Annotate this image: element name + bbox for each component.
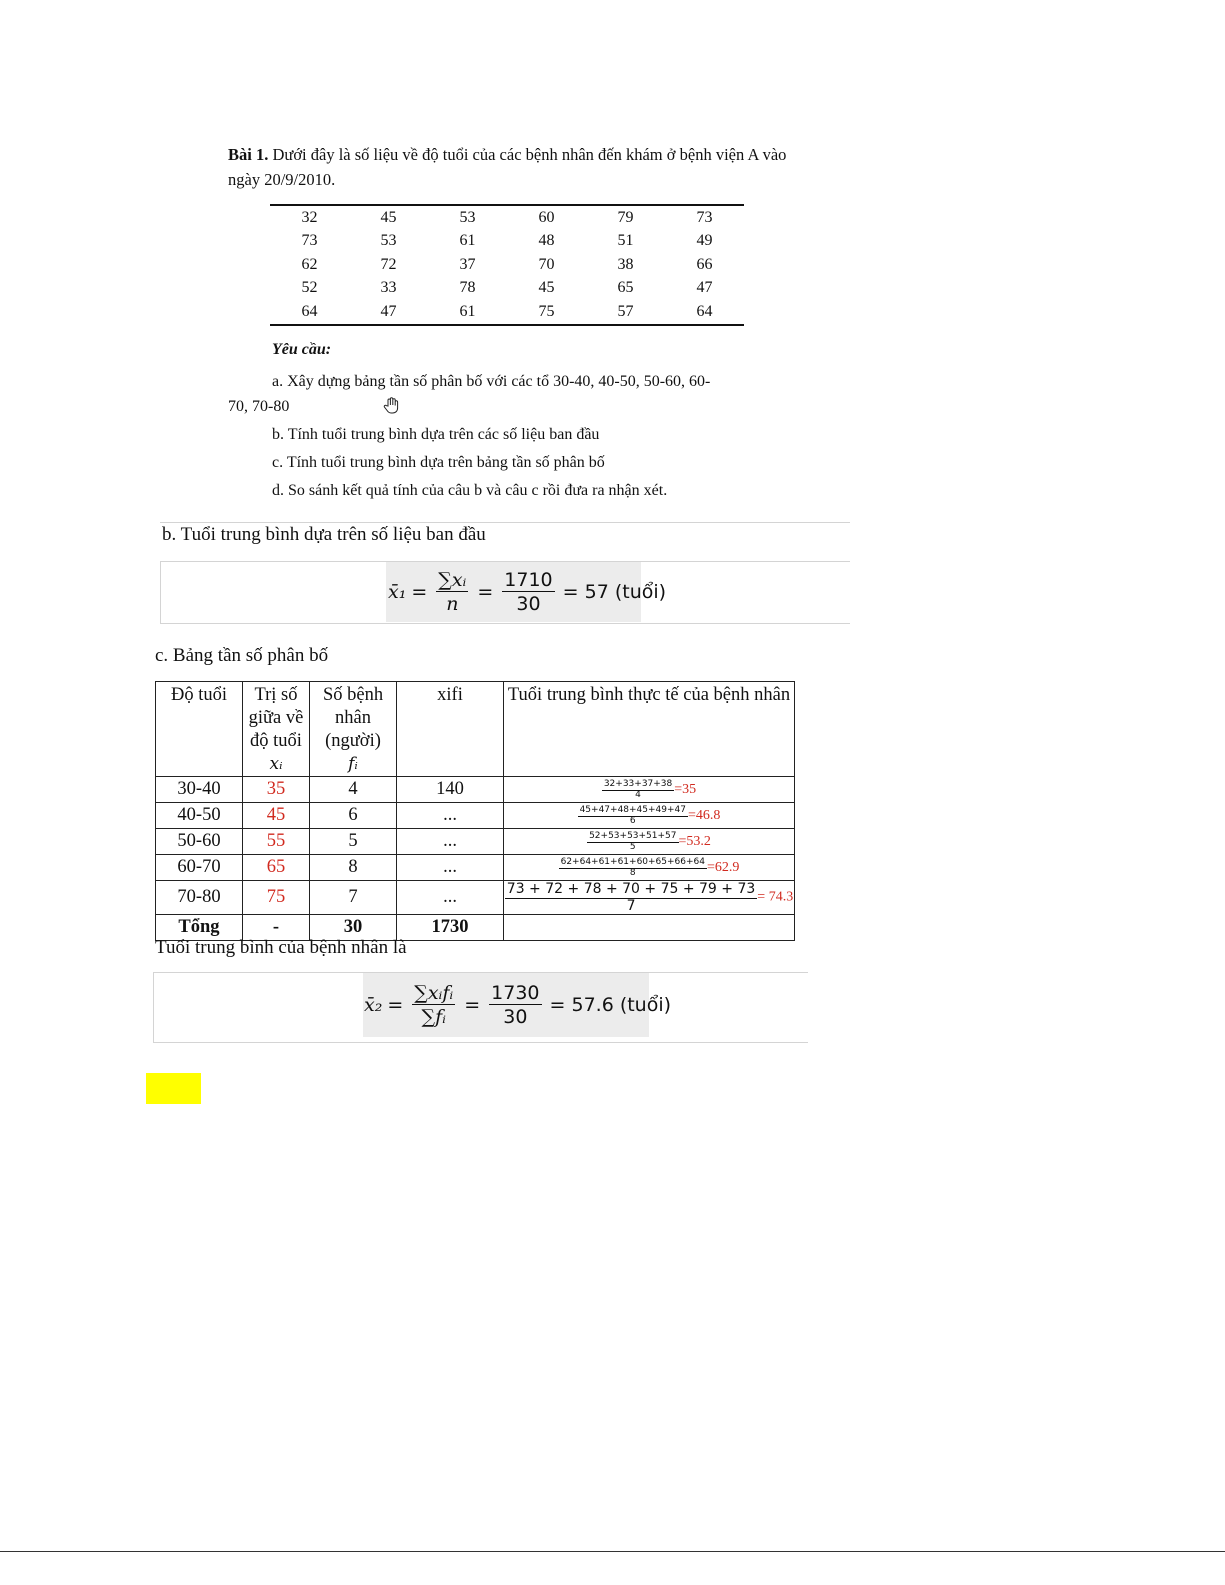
data-cell: 73 bbox=[696, 208, 713, 226]
divider bbox=[153, 1042, 808, 1043]
header-actual-mean: Tuổi trung bình thực tế của bệnh nhân bbox=[504, 682, 795, 777]
table-row bbox=[156, 881, 795, 915]
calc-denominator: 4 bbox=[635, 790, 641, 801]
data-cell: 48 bbox=[538, 232, 555, 250]
data-cell: 61 bbox=[459, 232, 476, 250]
formula-value-denominator: 30 bbox=[503, 1005, 528, 1028]
calc-numerator: 45+47+48+45+49+47 bbox=[579, 805, 686, 816]
mean-formula-c: x̄₂ = $\frac{\text{∑xᵢfᵢ}}{\text{∑fᵢ}}$ = $\frac{1730}{30}$ = 57.6 (tuổi) bbox=[364, 981, 672, 1028]
divider bbox=[160, 522, 850, 523]
data-cell: 45 bbox=[538, 279, 555, 297]
midpoint-cell: 65 bbox=[243, 855, 310, 881]
calc-numerator: 62+64+61+61+60+65+66+64 bbox=[560, 857, 705, 868]
calc-numerator: 73 + 72 + 78 + 70 + 75 + 79 + 73 bbox=[506, 881, 756, 897]
data-cell: 45 bbox=[380, 208, 397, 226]
data-cell: 70 bbox=[538, 255, 555, 273]
count-cell: 6 bbox=[310, 803, 397, 829]
header-count: Số bệnh nhân (người) fᵢ bbox=[310, 682, 397, 777]
data-cell: 47 bbox=[380, 302, 397, 320]
requirement-d: d. So sánh kết quả tính của câu b và câu c rồi đưa ra nhận xét. bbox=[272, 482, 668, 499]
section-b-title: b. Tuổi trung bình dựa trên số liệu ban đầu bbox=[162, 524, 486, 545]
table-row bbox=[156, 803, 795, 829]
data-cell: 73 bbox=[301, 232, 318, 250]
calc-numerator: 32+33+37+38 bbox=[603, 779, 673, 790]
count-cell: 7 bbox=[310, 881, 397, 915]
data-cell: 37 bbox=[459, 255, 476, 273]
actual-mean-cell bbox=[504, 803, 795, 829]
formula-denominator: n bbox=[446, 592, 459, 615]
requirement-c: c. Tính tuổi trung bình dựa trên bảng tần số phân bố bbox=[272, 454, 605, 471]
data-cell: 53 bbox=[459, 208, 476, 226]
data-cell: 53 bbox=[380, 232, 397, 250]
data-cell: 51 bbox=[617, 232, 634, 250]
age-range-cell: 50-60 bbox=[156, 829, 243, 855]
data-cell: 52 bbox=[301, 279, 318, 297]
xifi-cell: ... bbox=[397, 803, 504, 829]
problem-text: Dưới đây là số liệu về độ tuổi của các bệnh nhân đến khám ở bệnh viện A vào ngày 20/9/2010. bbox=[228, 145, 787, 189]
data-cell: 60 bbox=[538, 208, 555, 226]
data-cell: 72 bbox=[380, 255, 397, 273]
header-xifi: xifi bbox=[397, 682, 504, 777]
data-cell: 61 bbox=[459, 302, 476, 320]
divider bbox=[160, 623, 850, 624]
actual-mean-cell bbox=[504, 777, 795, 803]
age-range-cell: 60-70 bbox=[156, 855, 243, 881]
count-cell: 8 bbox=[310, 855, 397, 881]
data-row bbox=[270, 253, 744, 277]
total-label: Tổng bbox=[156, 915, 243, 941]
calc-result: =35 bbox=[674, 781, 697, 797]
frequency-table bbox=[155, 681, 795, 941]
age-range-cell: 70-80 bbox=[156, 881, 243, 915]
data-cell: 78 bbox=[459, 279, 476, 297]
actual-mean-cell bbox=[504, 829, 795, 855]
table-row bbox=[156, 777, 795, 803]
total-xifi: 1730 bbox=[397, 915, 504, 941]
count-cell: 4 bbox=[310, 777, 397, 803]
requirement-b: b. Tính tuổi trung bình dựa trên các số liệu ban đầu bbox=[272, 426, 600, 443]
formula-numerator: ∑xᵢ bbox=[438, 568, 467, 591]
age-range-cell: 30-40 bbox=[156, 777, 243, 803]
formula-denominator: ∑fᵢ bbox=[421, 1005, 446, 1028]
formula-value-numerator: 1710 bbox=[504, 568, 553, 591]
calc-result: =53.2 bbox=[678, 833, 711, 849]
section-c-title: c. Bảng tần số phân bố bbox=[155, 645, 329, 666]
header-midpoint: Trị số giữa về độ tuổi xᵢ bbox=[243, 682, 310, 777]
xifi-cell: ... bbox=[397, 829, 504, 855]
data-row bbox=[270, 277, 744, 301]
calc-denominator: 8 bbox=[629, 868, 636, 879]
requirement-a-line1: a. Xây dựng bảng tần số phân bố với các tổ 30-40, 40-50, 50-60, 60- bbox=[272, 373, 711, 390]
data-cell: 62 bbox=[301, 255, 318, 273]
divider bbox=[160, 561, 161, 623]
problem-statement bbox=[228, 142, 798, 192]
mean-formula-b: x̄₁ = $\frac{\text{∑xᵢ}}{n}$ = $\frac{1710}{30}$ = 57 (tuổi) bbox=[388, 568, 667, 615]
data-row bbox=[270, 205, 744, 230]
age-range-cell: 40-50 bbox=[156, 803, 243, 829]
data-cell: 65 bbox=[617, 279, 634, 297]
header-age: Độ tuổi bbox=[156, 682, 243, 777]
data-cell: 47 bbox=[696, 279, 713, 297]
xifi-cell: 140 bbox=[397, 777, 504, 803]
problem-label: Bài 1. bbox=[228, 145, 269, 164]
data-row bbox=[270, 300, 744, 325]
midpoint-cell: 55 bbox=[243, 829, 310, 855]
calc-numerator: 52+53+53+51+57 bbox=[589, 831, 677, 842]
total-count: 30 bbox=[310, 915, 397, 941]
data-cell: 38 bbox=[617, 255, 634, 273]
total-mid: - bbox=[243, 915, 310, 941]
data-cell: 64 bbox=[301, 302, 318, 320]
calc-denominator: 7 bbox=[626, 898, 636, 914]
data-cell: 75 bbox=[538, 302, 555, 320]
calc-denominator: 6 bbox=[629, 816, 636, 827]
divider bbox=[153, 972, 154, 1042]
formula-lhs: x̄₁ bbox=[388, 581, 407, 603]
requirement-a-line2: 70, 70-80 bbox=[228, 398, 290, 415]
calc-result: =46.8 bbox=[688, 807, 721, 823]
data-cell: 79 bbox=[617, 208, 634, 226]
midpoint-cell: 35 bbox=[243, 777, 310, 803]
formula-result: = 57.6 (tuổi) bbox=[549, 994, 672, 1016]
data-cell: 57 bbox=[617, 302, 634, 320]
total-empty bbox=[504, 915, 795, 941]
page-bottom-rule bbox=[0, 1551, 1225, 1552]
formula-value-numerator: 1730 bbox=[491, 981, 540, 1004]
data-cell: 32 bbox=[301, 208, 318, 226]
data-cell: 64 bbox=[696, 302, 713, 320]
midpoint-cell: 45 bbox=[243, 803, 310, 829]
xifi-cell: ... bbox=[397, 855, 504, 881]
actual-mean-cell bbox=[504, 881, 795, 915]
calc-denominator: 5 bbox=[629, 842, 636, 853]
calc-result: = 74.3 bbox=[757, 889, 794, 905]
table-row bbox=[156, 855, 795, 881]
calc-result: =62.9 bbox=[707, 859, 740, 875]
formula-value-denominator: 30 bbox=[516, 592, 541, 615]
actual-mean-cell bbox=[504, 855, 795, 881]
data-cell: 49 bbox=[696, 232, 713, 250]
data-row bbox=[270, 230, 744, 254]
formula-numerator: ∑xᵢfᵢ bbox=[414, 981, 454, 1004]
formula-lhs: x̄₂ bbox=[364, 994, 383, 1016]
requirements-title: Yêu cầu: bbox=[272, 341, 332, 358]
age-data-table bbox=[270, 204, 744, 326]
xifi-cell: ... bbox=[397, 881, 504, 915]
table-row bbox=[156, 829, 795, 855]
yellow-highlight bbox=[146, 1073, 201, 1104]
hand-cursor-icon bbox=[383, 397, 399, 415]
data-cell: 66 bbox=[696, 255, 713, 273]
data-cell: 33 bbox=[380, 279, 397, 297]
midpoint-cell: 75 bbox=[243, 881, 310, 915]
count-cell: 5 bbox=[310, 829, 397, 855]
formula-result: = 57 (tuổi) bbox=[562, 581, 667, 603]
average-label: Tuổi trung bình của bệnh nhân là bbox=[155, 937, 407, 958]
